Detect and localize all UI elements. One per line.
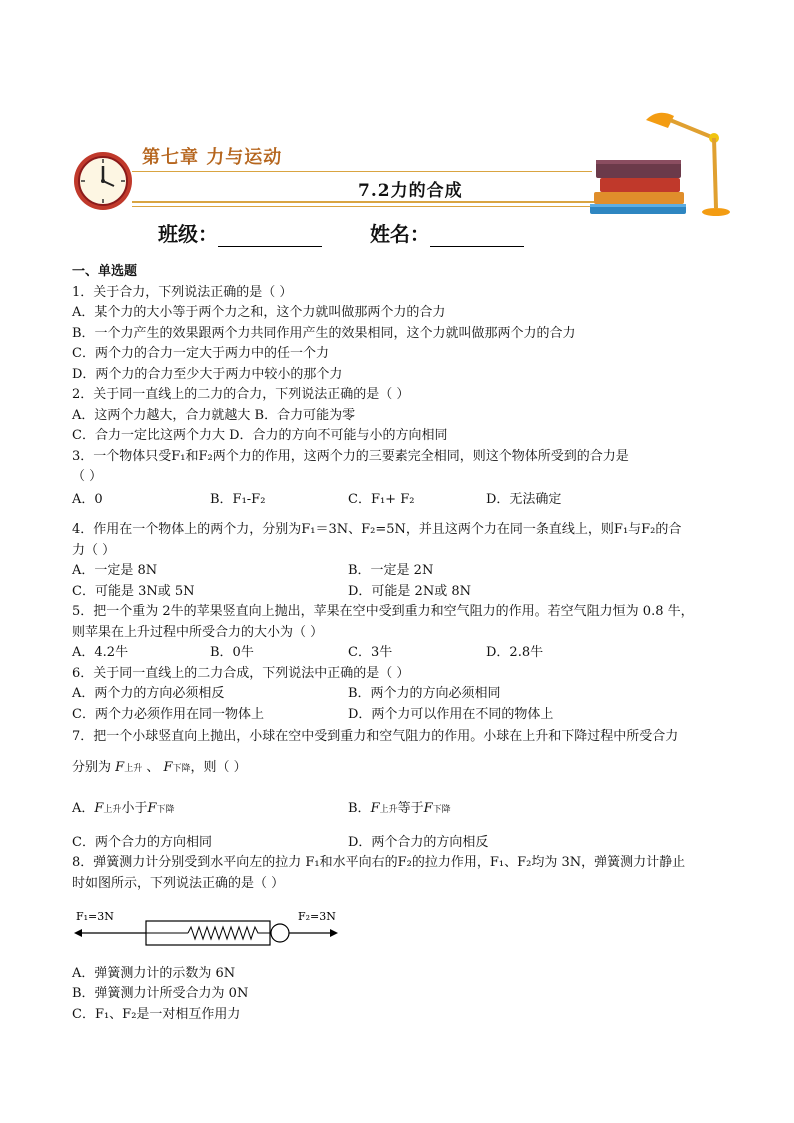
page-header bbox=[0, 0, 794, 260]
question-4-stem: 4．作用在一个物体上的两个力，分别为F₁＝3N、F₂=5N，并且这两个力在同一条直线上，则F₁与F₂的合 bbox=[72, 522, 682, 537]
question-6-options-ab bbox=[72, 684, 732, 705]
question-3-option-c: C．F₁+ F₂ bbox=[348, 491, 415, 507]
question-2-stem: 2．关于同一直线上的二力的合力，下列说法正确的是（ ） bbox=[72, 387, 410, 402]
question-8-option-b: B．弹簧测力计所受合力为 0N bbox=[72, 986, 249, 1001]
diagram-label-f2: F₂=3N bbox=[298, 910, 336, 923]
question-7-options-ab bbox=[72, 799, 732, 821]
class-name-row bbox=[158, 218, 524, 247]
header-rule bbox=[132, 206, 612, 207]
question-6-option-c: C．两个力必须作用在同一物体上 bbox=[72, 706, 264, 722]
question-1-stem: 1．关于合力，下列说法正确的是（ ） bbox=[72, 284, 293, 300]
question-6-option-b: B．两个力的方向必须相同 bbox=[348, 686, 501, 701]
question-6-option-d: D．两个力可以作用在不同的物体上 bbox=[348, 706, 554, 722]
question-7-option-b: B．F上升等于F下降 bbox=[348, 801, 451, 816]
books-lamp-illustration bbox=[586, 98, 736, 220]
diagram-label-f1: F₁=3N bbox=[76, 910, 114, 923]
question-8-option-c: C．F₁、F₂是一对相互作用力 bbox=[72, 1006, 241, 1022]
question-1-option-a: A．某个力的大小等于两个力之和，这个力就叫做那两个力的合力 bbox=[72, 305, 446, 320]
question-3-options bbox=[72, 490, 732, 511]
name-input-blank[interactable] bbox=[430, 224, 524, 247]
question-8-stem-cont: 时如图所示，下列说法正确的是（ ） bbox=[72, 875, 285, 891]
question-5-option-d: D．2.8牛 bbox=[486, 645, 544, 660]
class-input-blank[interactable] bbox=[218, 224, 322, 247]
question-5-options bbox=[72, 643, 732, 664]
question-1-option-c: C．两个力的合力一定大于两力中的任一个力 bbox=[72, 346, 329, 361]
question-3-option-a: A．0 bbox=[72, 491, 103, 507]
header-rule bbox=[132, 171, 592, 172]
question-4-options-ab bbox=[72, 561, 732, 582]
question-7-stem-cont: 分别为 F上升 、 F下降，则（ ） bbox=[72, 759, 247, 775]
question-8-stem: 8．弹簧测力计分别受到水平向左的拉力 F₁和水平向右的F₂的拉力作用，F₁、F₂均为 3N，弹簧测力计静止 bbox=[72, 855, 686, 870]
question-5-stem-cont: 则苹果在上升过程中所受合力的大小为（ ） bbox=[72, 624, 324, 640]
question-5-option-b: B．0牛 bbox=[210, 645, 254, 660]
question-3-stem-cont: （ ） bbox=[72, 469, 103, 484]
question-6-stem: 6．关于同一直线上的二力合成，下列说法中正确的是（ ） bbox=[72, 665, 410, 681]
class-label: 班级： bbox=[158, 222, 218, 246]
question-6-options-cd bbox=[72, 705, 732, 726]
question-3-stem: 3．一个物体只受F₁和F₂两个力的作用，这两个力的三要素完全相同，则这个物体所受到的合力是 bbox=[72, 448, 629, 464]
question-1-option-d: D．两个力的合力至少大于两力中较小的那个力 bbox=[72, 366, 343, 382]
question-3-option-d: D．无法确定 bbox=[486, 491, 562, 507]
question-4-option-c: C．可能是 3N或 5N bbox=[72, 583, 195, 599]
question-7-option-c: C．两个合力的方向相同 bbox=[72, 834, 212, 850]
question-4-option-b: B．一定是 2N bbox=[348, 563, 434, 578]
question-5-option-a: A．4.2牛 bbox=[72, 645, 129, 660]
question-3-option-b: B．F₁-F₂ bbox=[210, 491, 266, 507]
section-heading: 一、单选题 bbox=[72, 264, 138, 279]
clock-icon bbox=[70, 150, 140, 212]
question-1-option-b: B．一个力产生的效果跟两个力共同作用产生的效果相同，这个力就叫做那两个力的合力 bbox=[72, 325, 576, 341]
question-7-option-a: A．F上升小于F下降 bbox=[72, 801, 175, 816]
question-4-option-a: A．一定是 8N bbox=[72, 563, 158, 578]
section-title: 7.2力的合成 bbox=[358, 181, 463, 201]
question-6-option-a: A．两个力的方向必须相反 bbox=[72, 686, 225, 701]
question-7-options-cd bbox=[72, 833, 732, 854]
question-7-option-d: D．两个合力的方向相反 bbox=[348, 834, 489, 850]
question-7-stem: 7．把一个小球竖直向上抛出，小球在空中受到重力和空气阻力的作用。小球在上升和下降过程中所受合力 bbox=[72, 729, 679, 744]
spring-balance-diagram bbox=[72, 906, 342, 948]
question-4-option-d: D．可能是 2N或 8N bbox=[348, 583, 471, 599]
question-8-option-a: A．弹簧测力计的示数为 6N bbox=[72, 965, 236, 981]
header-rule bbox=[132, 201, 612, 203]
question-5-option-c: C．3牛 bbox=[348, 645, 393, 660]
question-2-options-cd: C．合力一定比这两个力大 D．合力的方向不可能与小的方向相同 bbox=[72, 428, 448, 443]
chapter-title: 第七章 力与运动 bbox=[142, 147, 283, 168]
question-list bbox=[72, 262, 732, 1025]
question-2-options-ab: A．这两个力越大，合力就越大 B．合力可能为零 bbox=[72, 407, 356, 423]
question-5-stem: 5．把一个重为 2牛的苹果竖直向上抛出，苹果在空中受到重力和空气阻力的作用。若空气阻力恒为 0.8 牛， bbox=[72, 604, 694, 619]
name-label: 姓名： bbox=[369, 222, 430, 246]
question-4-stem-cont: 力（ ） bbox=[72, 542, 116, 558]
question-4-options-cd bbox=[72, 582, 732, 603]
